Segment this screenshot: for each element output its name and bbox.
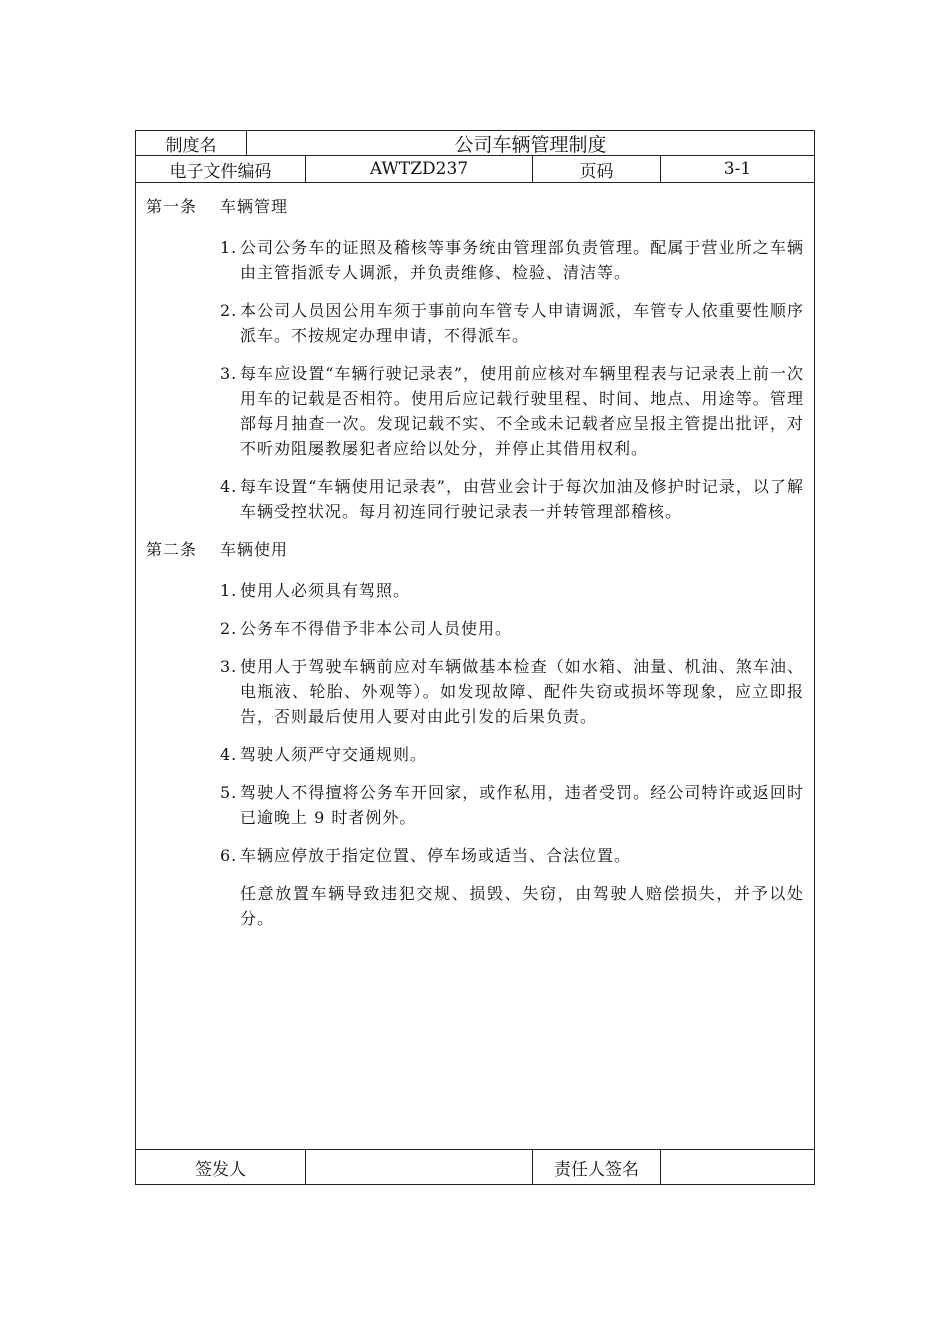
code-label: 电子文件编码: [136, 156, 306, 182]
name-label: 制度名: [136, 131, 247, 155]
article-title: 车辆管理: [220, 197, 289, 216]
list-item: 2. 公务车不得借予非本公司人员使用。: [220, 619, 513, 638]
issuer-field[interactable]: [306, 1150, 533, 1184]
issuer-label: 签发人: [136, 1150, 306, 1184]
article-title: 车辆使用: [220, 540, 289, 559]
document-title: 公司车辆管理制度: [454, 133, 607, 156]
signature-row: [136, 1149, 814, 1184]
list-item: 2. 本公司人员因公用车须于事前向车管专人申请调派，车管专人依重要性顺序派车。不按规定办理申请，不得派车。: [220, 301, 804, 345]
signer-field[interactable]: [661, 1150, 814, 1184]
list-item: 4. 每车设置“车辆使用记录表”，由营业会计于每次加油及修护时记录，以了解车辆受控状况。每月初连同行驶记录表一并转管理部稽核。: [220, 477, 804, 521]
article-number: 第二条: [146, 540, 198, 559]
signer-label: 责任人签名: [533, 1150, 661, 1184]
page-label: 页码: [533, 156, 661, 182]
list-item: 1. 使用人必须具有驾照。: [220, 581, 411, 600]
article-number: 第一条: [146, 197, 198, 216]
article-heading: [146, 194, 804, 217]
article-heading: [146, 537, 804, 560]
document-sheet: [135, 130, 815, 1185]
list-item: 3. 使用人于驾驶车辆前应对车辆做基本检查（如水箱、油量、机油、煞车油、电瓶液、轮胎、外观等）。如发现故障、配件失窃或损坏等现象，应立即报告，否则最后使用人要对由此引发的后果负责。: [220, 657, 804, 726]
list-item: 6. 车辆应停放于指定位置、停车场或适当、合法位置。: [220, 846, 632, 865]
list-item: 5. 驾驶人不得擅将公务车开回家，或作私用，违者受罚。经公司特许或返回时已逾晚上 9 时者例外。: [220, 783, 804, 827]
page-value: 3-1: [723, 159, 752, 179]
code-value: AWTZD237: [306, 156, 533, 182]
document-body: [136, 184, 814, 1151]
header-row-title: [136, 131, 814, 156]
list-item: 3. 每车应设置“车辆行驶记录表”，使用前应核对车辆里程表与记录表上前一次用车的记载是否相符。使用后应记载行驶里程、时间、地点、用途等。管理部每月抽查一次。发现记载不实、不全或未记载者应呈报主管提出批评，对不听劝阻屡教屡犯者应给以处分，并停止其借用权利。: [220, 364, 804, 458]
list-item: 4. 驾驶人须严守交通规则。: [220, 745, 428, 764]
supplementary-note: 任意放置车辆导致违犯交规、损毁、失窃，由驾驶人赔偿损失，并予以处分。: [240, 884, 804, 928]
header-row-code: [136, 156, 814, 183]
list-item: 1. 公司公务车的证照及稽核等事务统由管理部负责管理。配属于营业所之车辆由主管指派专人调派，并负责维修、检验、清洁等。: [220, 238, 804, 282]
